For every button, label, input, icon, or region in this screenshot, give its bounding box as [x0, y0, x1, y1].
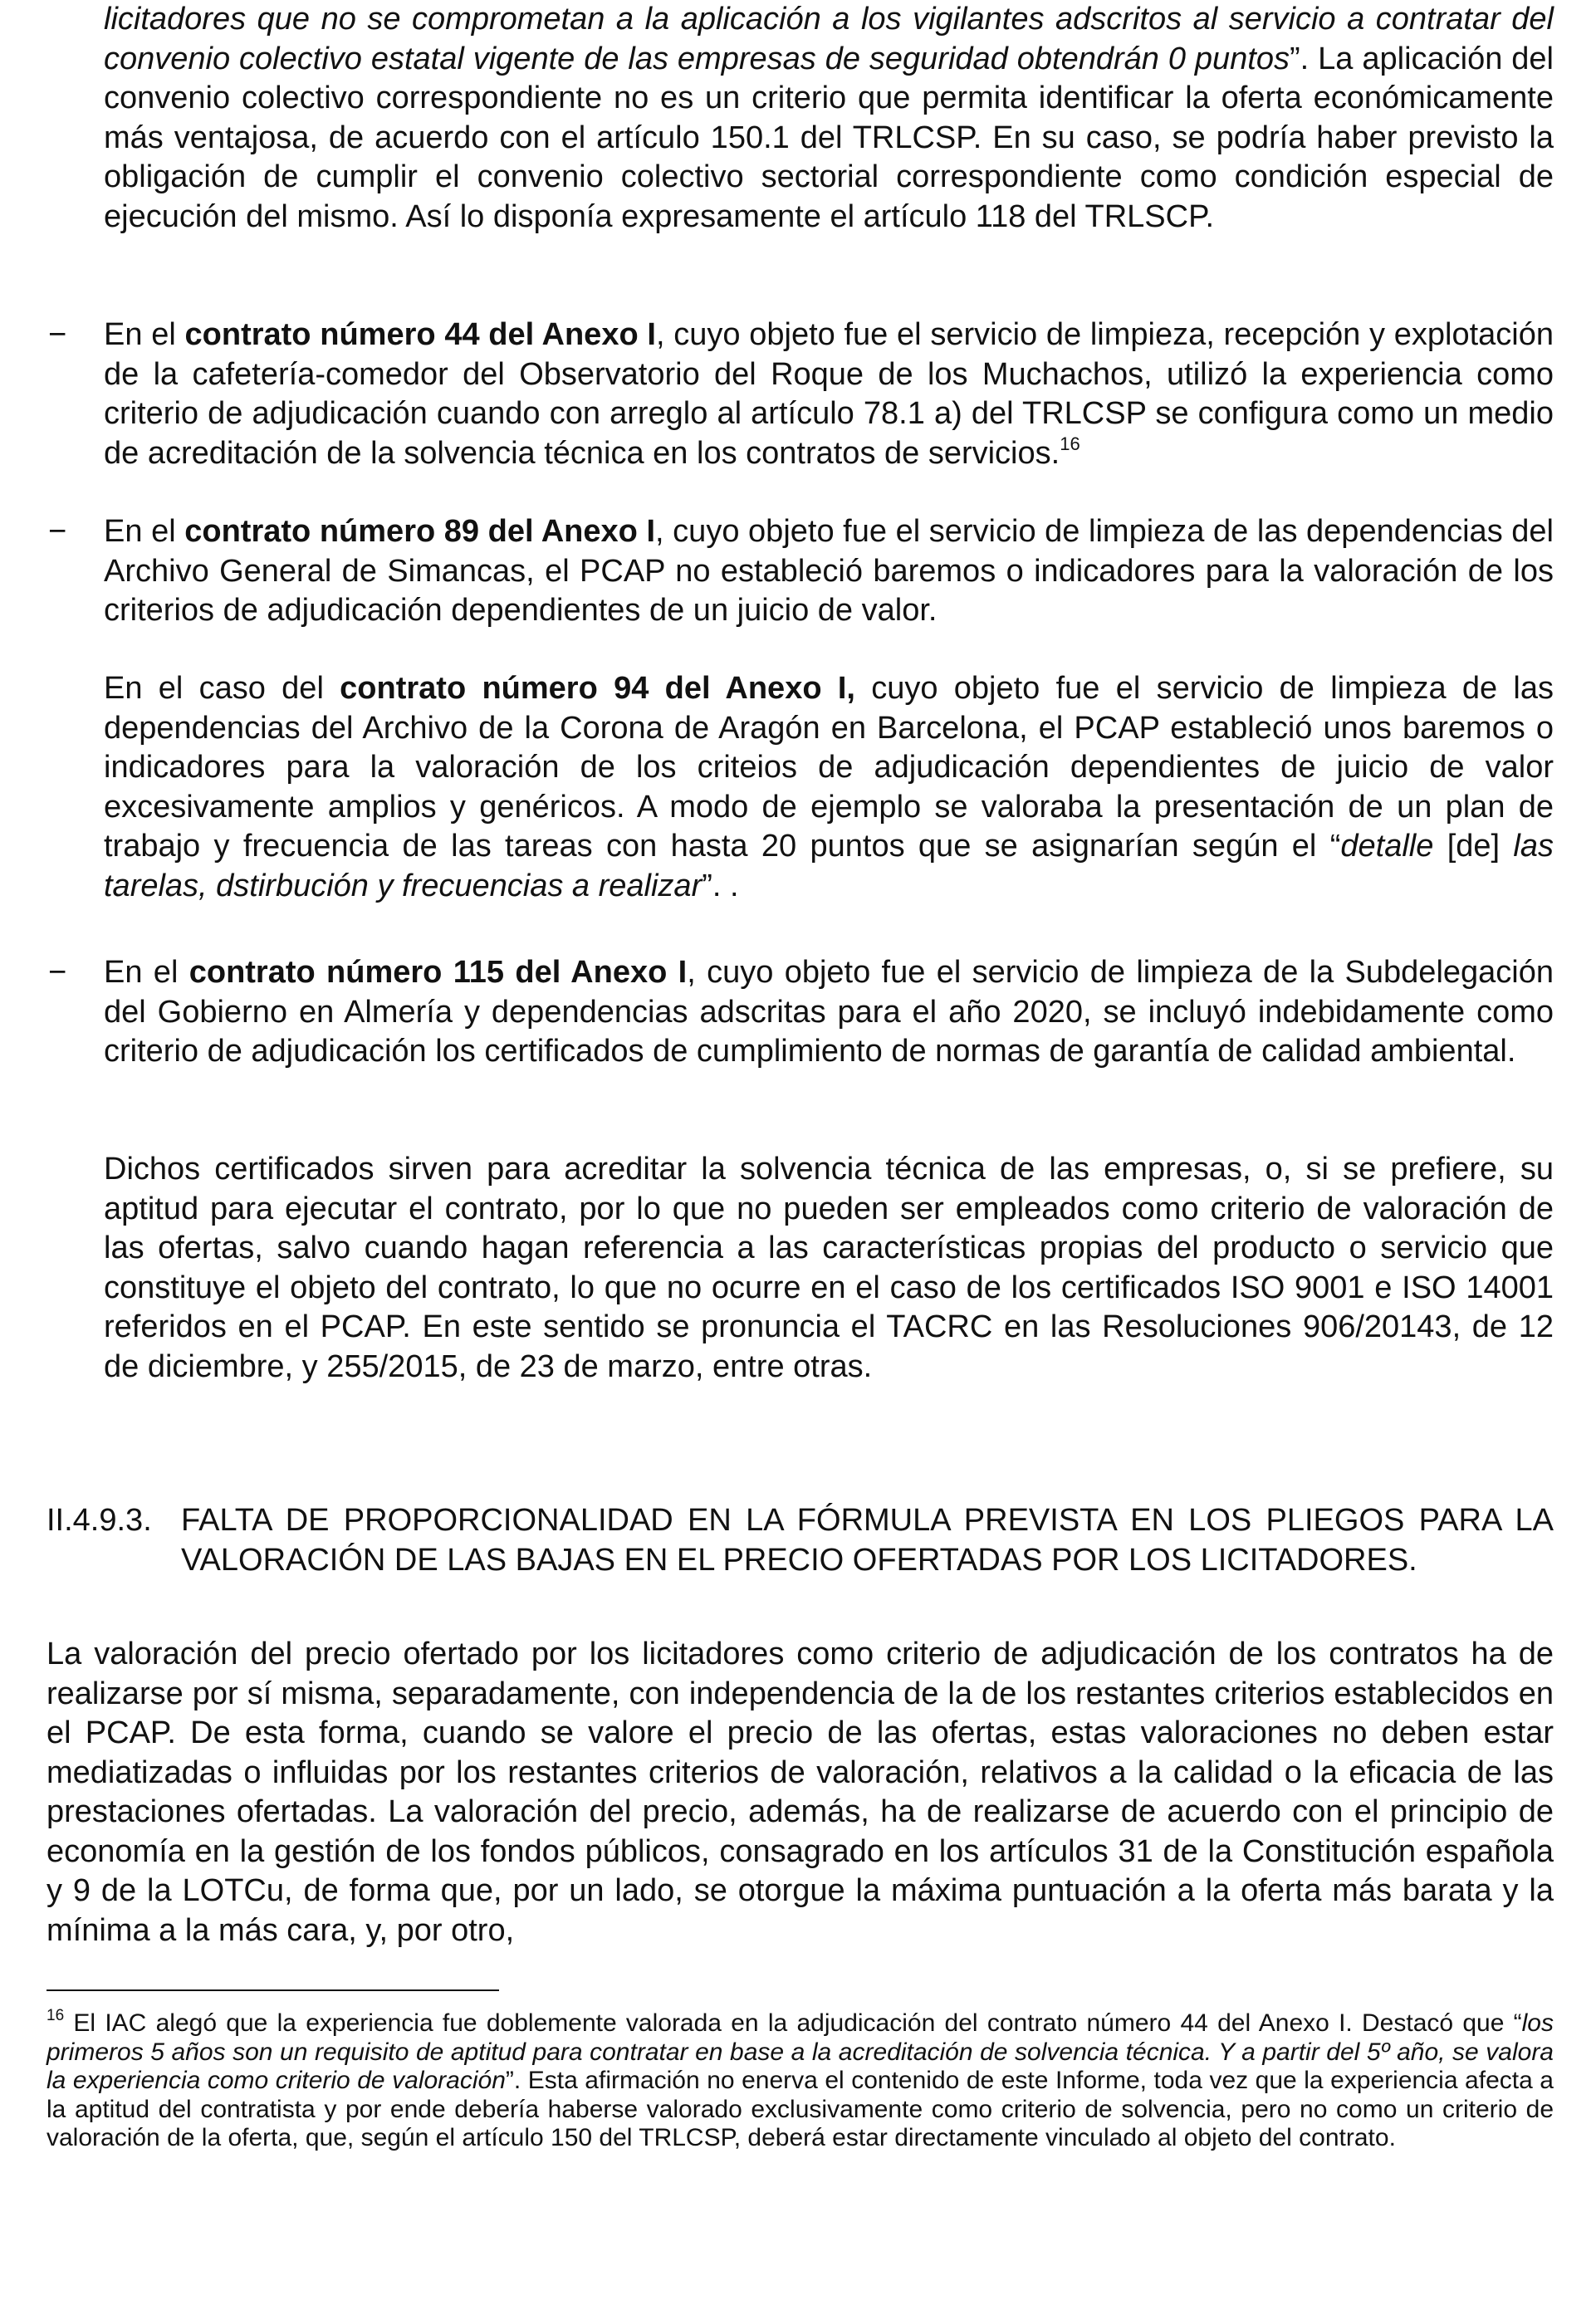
- footnote-16: $^{16}$ El IAC alegó que la experiencia fue doblemente valorada en la adjudicación del contrato número 44 del Anexo I. Destacó que “los primeros 5 años son un requisito de aptitud para contratar en base a la acreditación de solvencia técnica. Y a partir del 5º año, se valora la experiencia como criterio de valoración”. Esta afirmación no enerva el contenido de este Informe, toda vez que la experiencia afecta a la aptitud del contratista y por ende debería haberse valorado exclusivamente como criterio de solvencia, pero no como un criterio de valoración de la oferta, que, según el artículo 150 del TRLCSP, deberá estar directamente vinculado al objeto del contrato.: [47, 2007, 1554, 2151]
- bullet-contract-115: En el contrato número 115 del Anexo I, cuyo objeto fue el servicio de limpieza de la Subdelegación del Gobierno en Almería y dependencias adscritas para el año 2020, se incluyó indebidamente como criterio de adjudicación los certificados de cumplimiento de normas de garantía de calidad ambiental.: [104, 955, 1554, 1069]
- contract-reference: contrato número 89 del Anexo I: [184, 514, 656, 549]
- contract-reference: contrato número 115 del Anexo I: [188, 955, 688, 990]
- bullet-contract-44: En el contrato número 44 del Anexo I, cuyo objeto fue el servicio de limpieza, recepción y explotación de la cafetería-comedor del Observatorio del Roque de los Muchachos, utilizó la experiencia como criterio de adjudicación cuando con arreglo al artículo 78.1 a) del TRLCSP se configura como un medio de acreditación de la solvencia técnica en los contratos de servicios.$^{16}$: [104, 317, 1554, 471]
- quoted-criterion: licitadores que no se comprometan a la aplicación a los vigilantes adscritos al servicio a contratar del convenio colectivo estatal vigente de las empresas de seguridad obtendrán 0 puntos: [104, 2, 1554, 76]
- section-heading: FALTA DE PROPORCIONALIDAD EN LA FÓRMULA PREVISTA EN LOS PLIEGOS PARA LA VALORACIÓN DE LAS BAJAS EN EL PRECIO OFERTADAS POR LOS LICITADORES.: [181, 1503, 1554, 1578]
- continuation-paragraph: [104, 0, 1554, 237]
- bullet-dash: −: [48, 317, 67, 352]
- section-number: II.4.9.3.: [47, 1503, 152, 1538]
- contract-reference: contrato número 44 del Anexo I: [184, 317, 656, 352]
- footnote-separator: [47, 1989, 499, 1991]
- bullet-dash: −: [48, 514, 67, 549]
- footnote-ref: 16: [1060, 433, 1080, 454]
- paragraph-contract-94: En el caso del contrato número 94 del Anexo I, cuyo objeto fue el servicio de limpieza de las dependencias del Archivo de la Corona de Aragón en Barcelona, el PCAP estableció unos baremos o indicadores para la valoración de los criteios de adjudicación dependientes de juicio de valor excesivamente amplios y genéricos. A modo de ejemplo se valoraba la presentación de un plan de trabajo y frecuencia de las tareas con hasta 20 puntos que se asignarían según el “detalle [de] las tarelas, dstirbución y frecuencias a realizar”. .: [104, 671, 1554, 903]
- contract-reference: contrato número 94 del Anexo I,: [340, 671, 855, 706]
- bullet-contract-89: En el contrato número 89 del Anexo I, cuyo objeto fue el servicio de limpieza de las dependencias del Archivo General de Simancas, el PCAP no estableció baremos o indicadores para la valoración de los criterios de adjudicación dependientes de un juicio de valor.: [104, 514, 1554, 628]
- footnote-number: 16: [47, 2007, 65, 2024]
- bullet-dash: −: [48, 955, 67, 990]
- paragraph-certificates: Dichos certificados sirven para acreditar la solvencia técnica de las empresas, o, si se prefiere, su aptitud para ejecutar el contrato, por lo que no pueden ser empleados como criterio de valoración de las ofertas, salvo cuando hagan referencia a las características propias del producto o servicio que constituye el objeto del contrato, lo que no ocurre en el caso de los certificados ISO 9001 e ISO 14001 referidos en el PCAP. En este sentido se pronuncia el TACRC en las Resoluciones 906/20143, de 12 de diciembre, y 255/2015, de 23 de marzo, entre otras.: [104, 1152, 1554, 1384]
- paragraph-price-valuation: La valoración del precio ofertado por los licitadores como criterio de adjudicación de los contratos ha de realizarse por sí misma, separadamente, con independencia de la de los restantes criterios establecidos en el PCAP. De esta forma, cuando se valore el precio de las ofertas, estas valoraciones no deben estar mediatizadas o influidas por los restantes criterios de valoración, relativos a la calidad o la eficacia de las prestaciones ofertadas. La valoración del precio, además, ha de realizarse de acuerdo con el principio de economía en la gestión de los fondos públicos, consagrado en los artículos 31 de la Constitución española y 9 de la LOTCu, de forma que, por un lado, se otorgue la máxima puntuación a la oferta más barata y la mínima a la más cara, y, por otro,: [47, 1637, 1554, 1948]
- paragraph-text: ”. La aplicación del convenio colectivo correspondiente no es un criterio que permita identificar la oferta económicamente más ventajosa, de acuerdo con el artículo 150.1 del TRLCSP. En su caso, se podría haber previsto la obligación de cumplir el convenio colectivo sectorial correspondiente como condición especial de ejecución del mismo. Así lo disponía expresamente el artículo 118 del TRLSCP.: [104, 41, 1554, 234]
